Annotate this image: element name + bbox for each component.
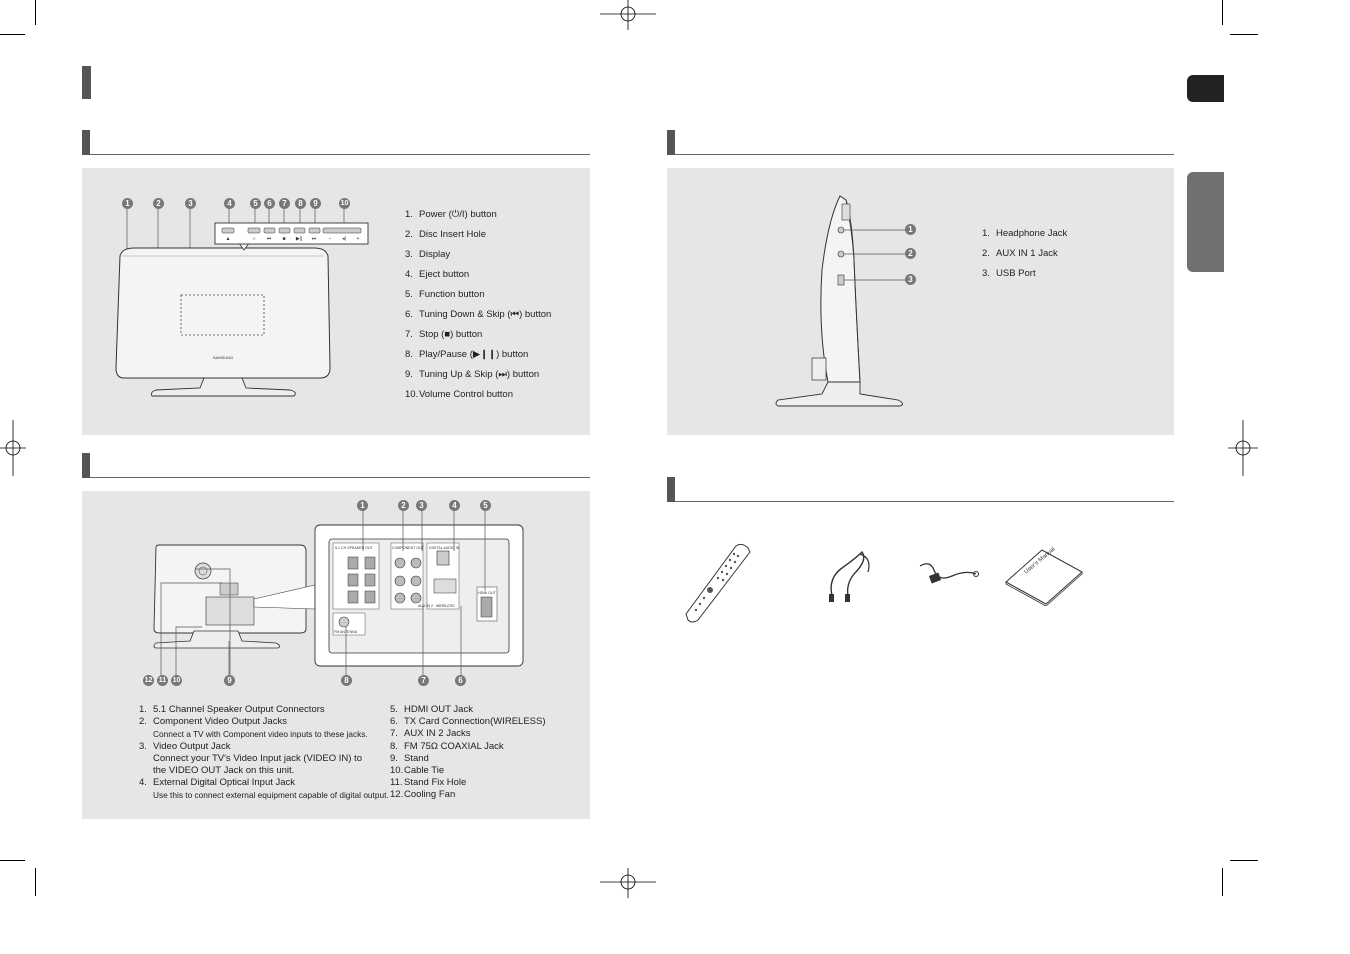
svg-text:■: ■ (282, 236, 286, 242)
rear-callout-4: 4 (449, 500, 460, 511)
rear-panel-list-right (390, 704, 546, 802)
svg-text:○: ○ (252, 236, 256, 242)
side-panel-illustration (760, 190, 920, 410)
registration-mark (600, 868, 656, 898)
list-item: 1. Power (⏻/I) button (405, 209, 497, 220)
list-item: 12.Cooling Fan (390, 789, 456, 801)
front-callout-8: 8 (295, 198, 306, 209)
crop-mark (0, 34, 25, 35)
side-panel-list (982, 224, 1067, 284)
list-item: 7. AUX IN 2 Jacks (390, 728, 471, 740)
side-callout-2: 2 (905, 248, 916, 259)
rear-callout-12: 12 (144, 677, 153, 684)
svg-text:⏭: ⏭ (311, 236, 317, 242)
front-callout-7: 7 (279, 198, 290, 209)
list-item: 1. 5.1 Channel Speaker Output Connectors (139, 704, 325, 715)
list-item: 7. Stop (■) button (405, 329, 483, 340)
front-callout-4: 4 (224, 198, 235, 209)
list-item: 3. Video Output Jack (139, 740, 231, 752)
brand-logo-text: SAMSUNG (212, 355, 234, 360)
side-panel-section (667, 168, 1174, 435)
rear-panel-header-line (90, 477, 590, 478)
list-item: 2. AUX IN 1 Jack (982, 248, 1058, 259)
rear-panel-header-bar (82, 453, 90, 478)
list-item: 8. Play/Pause (▶❙❙) button (405, 349, 529, 360)
section-tab (1187, 172, 1224, 272)
registration-mark (1228, 420, 1258, 476)
wireless-jack-label: WIRELESS (436, 604, 455, 608)
crop-mark (1222, 0, 1223, 25)
svg-text:+: + (356, 236, 360, 242)
list-item: 3. Display (405, 249, 451, 260)
rear-callout-6: 6 (455, 675, 466, 686)
component-jack-label: COMPONENT OUT (392, 546, 424, 550)
front-panel-list (405, 205, 551, 405)
side-panel-header-line (675, 154, 1174, 155)
list-item-note: Connect your TV's Video Input jack (VIDEO IN) to (153, 752, 362, 764)
rear-panel-list-left (139, 704, 389, 802)
crop-mark (35, 0, 36, 25)
front-callout-10: 10 (340, 200, 349, 207)
list-item-note: Use this to connect external equipment capable of digital output. (153, 790, 389, 801)
list-item: 6. Tuning Down & Skip (⏮) button (405, 309, 552, 320)
rear-callout-2: 2 (398, 500, 409, 511)
rear-callout-7: 7 (418, 675, 429, 686)
crop-mark (1222, 868, 1223, 896)
list-item: 2. Component Video Output Jacks (139, 716, 287, 728)
remote-control-icon (680, 540, 760, 625)
list-item: 11.Stand Fix Hole (390, 777, 467, 789)
svg-text:◂|: ◂| (342, 236, 346, 242)
registration-mark (0, 420, 26, 476)
fm-antenna-icon (916, 556, 982, 590)
rear-callout-10: 10 (172, 677, 181, 684)
page-number-tab (1187, 75, 1224, 102)
front-callout-6: 6 (264, 198, 275, 209)
list-item-note: Connect a TV with Component video inputs to these jacks. (153, 729, 368, 740)
list-item: 5. Function button (405, 289, 485, 300)
list-item: 9. Stand (390, 752, 429, 764)
aux-jack-label: AUX IN 2 (418, 604, 433, 608)
side-callout-3: 3 (905, 274, 916, 285)
list-item: 6. TX Card Connection(WIRELESS) (390, 716, 546, 728)
rear-callout-8: 8 (341, 675, 352, 686)
front-callout-5: 5 (250, 198, 261, 209)
rear-callout-11: 11 (158, 677, 167, 684)
front-callout-3: 3 (185, 198, 196, 209)
front-panel-header-line (90, 154, 590, 155)
side-panel-header-bar (667, 130, 675, 155)
list-item: 1. Headphone Jack (982, 228, 1068, 239)
user-manual-icon (1002, 546, 1086, 606)
speaker-jack-label: 5.1 CH SPEAKER OUT (335, 546, 373, 550)
rear-callout-9: 9 (224, 675, 235, 686)
svg-text:▲: ▲ (225, 236, 231, 242)
hdmi-jack-label: HDMI OUT (478, 591, 496, 595)
list-item: 4. Eject button (405, 269, 470, 280)
rear-callout-5: 5 (480, 500, 491, 511)
accessories-header-line (675, 501, 1174, 502)
fm-jack-label: FM ANTENNA (334, 630, 358, 634)
list-item: 3. USB Port (982, 268, 1036, 279)
list-item: 5. HDMI OUT Jack (390, 704, 473, 715)
user-manual-label: User's Manual (1023, 546, 1057, 576)
optical-jack-label: DIGITAL AUDIO IN (429, 546, 460, 550)
registration-mark (600, 0, 656, 30)
crop-mark (0, 860, 25, 861)
svg-text:⏮: ⏮ (266, 236, 272, 242)
list-item: 8. FM 75Ω COAXIAL Jack (390, 740, 504, 752)
svg-text:▶∥: ▶∥ (295, 236, 303, 242)
crop-mark (1230, 860, 1258, 861)
side-callout-1: 1 (905, 224, 916, 235)
list-item: 2. Disc Insert Hole (405, 229, 487, 240)
video-cable-icon (822, 548, 878, 603)
crop-mark (1230, 34, 1258, 35)
front-callout-9: 9 (310, 198, 321, 209)
list-item-note: the VIDEO OUT Jack on this unit. (153, 765, 295, 777)
list-item: 9. Tuning Up & Skip (⏭) button (405, 369, 540, 380)
rear-panel-illustration (82, 491, 590, 691)
front-callout-1: 1 (122, 198, 133, 209)
accessories-header-bar (667, 477, 675, 502)
rear-callout-3: 3 (416, 500, 427, 511)
front-panel-header-bar (82, 130, 90, 155)
list-item: 10.Cable Tie (390, 765, 445, 777)
front-callout-2: 2 (153, 198, 164, 209)
page-title-bar (82, 66, 91, 99)
list-item: 4. External Digital Optical Input Jack (139, 777, 296, 789)
crop-mark (35, 868, 36, 896)
rear-callout-1: 1 (357, 500, 368, 511)
list-item: 10.Volume Control button (405, 389, 514, 400)
svg-text:−: − (328, 236, 332, 242)
